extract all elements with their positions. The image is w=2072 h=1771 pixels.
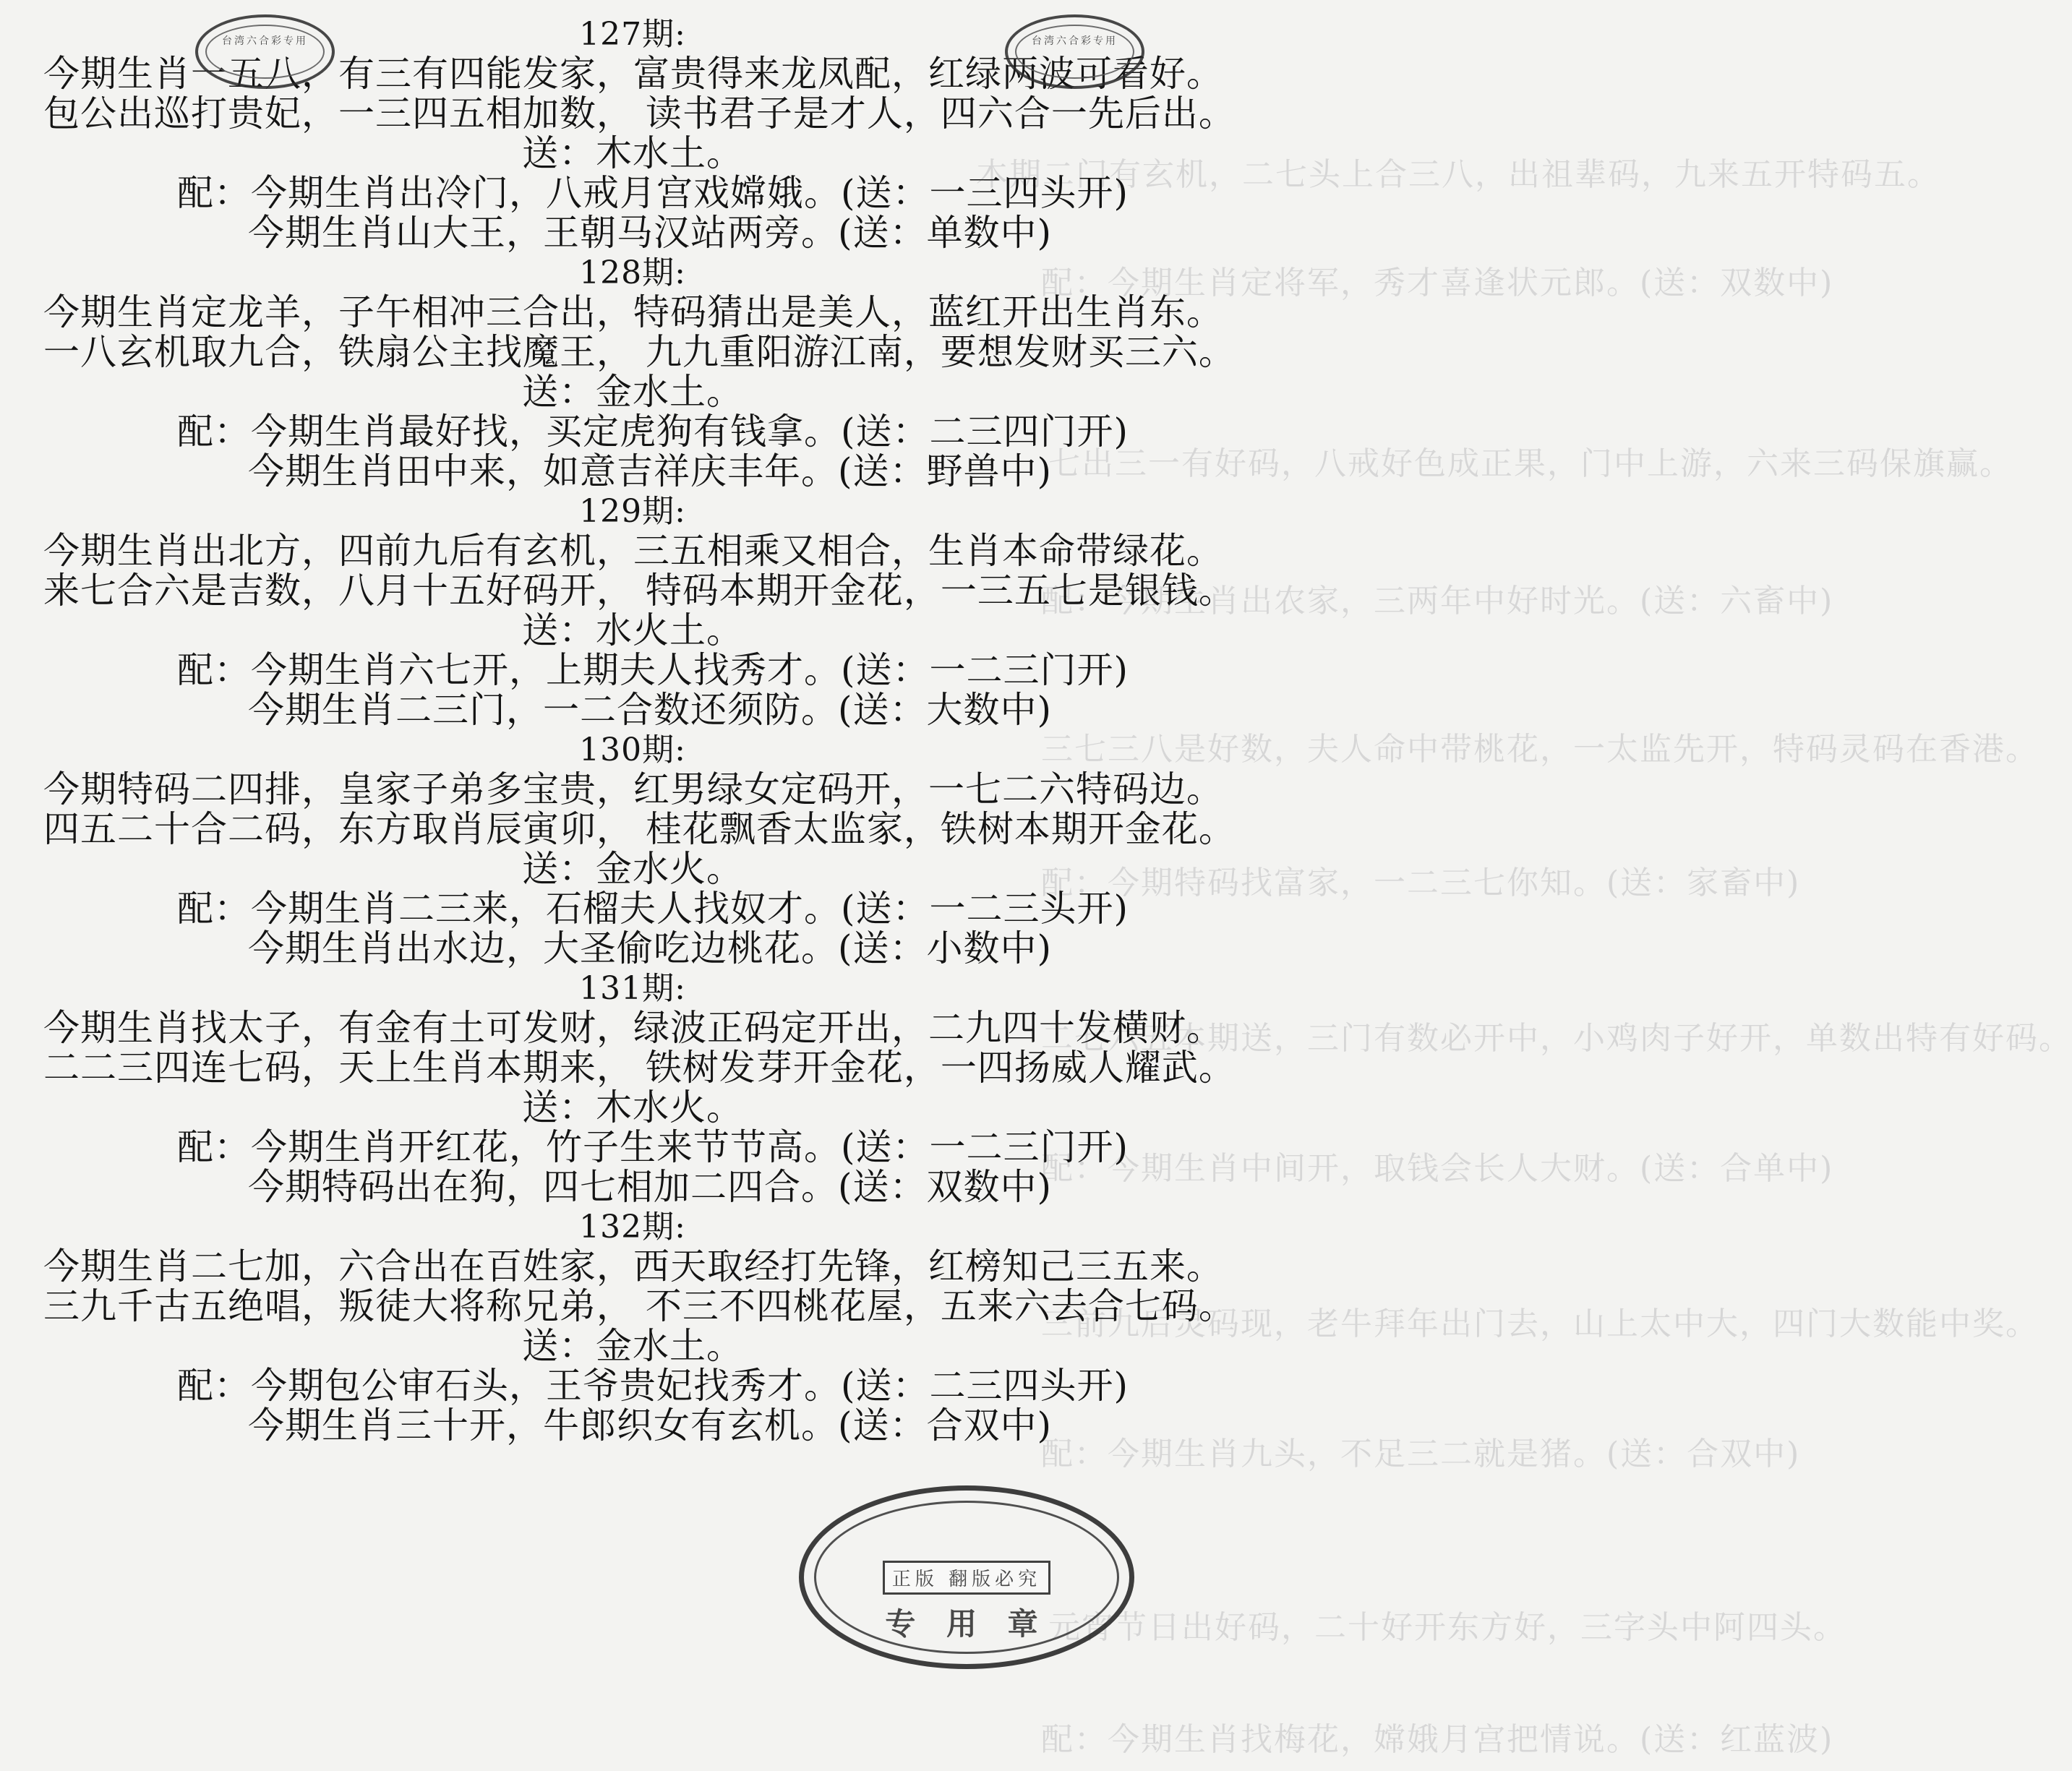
- seal-box-label: 正版 翻版必究: [883, 1561, 1050, 1595]
- issue-block: [43, 253, 1236, 492]
- song-line: 送：木水土。: [522, 132, 743, 174]
- issue-title: 127期:: [579, 16, 686, 53]
- ghost-text-line: 三七三八是好数，夫人命中带桃花，一太监先开，特码灵码在香港。: [1041, 731, 2039, 768]
- ghost-text-line: 配：今期特码找富家，一二三七你知。(送：家畜中): [1041, 865, 1801, 901]
- official-seal-stamp: [799, 1485, 1134, 1669]
- ghost-text-line: 配：今期生肖找梅花，嫦娥月宫把情说。(送：红蓝波): [1041, 1721, 1834, 1758]
- poem-line: 二二三四连七码，天上生肖本期来， 铁树发芽开金花，一四扬威人耀武。: [43, 1047, 1236, 1089]
- poem-line: 今期生肖二七加，六合出在百姓家，西天取经打先锋，红榜知己三五来。: [43, 1245, 1223, 1287]
- ghost-text-line: 二七六五本期送，三门有数必开中，小鸡肉子好开，单数出特有好码。: [1041, 1020, 2072, 1057]
- pei-line: 配：今期生肖开红花，竹子生来节节高。(送：一二三门开): [177, 1126, 1129, 1168]
- issue-block: [43, 1207, 1236, 1446]
- pei-line: 配：今期生肖出冷门，八戒月宫戏嫦娥。(送：一三四头开): [177, 172, 1129, 214]
- issue-title: 129期:: [579, 493, 686, 530]
- song-line: 送：水火土。: [522, 609, 743, 651]
- pei-line: 今期生肖山大王，王朝马汉站两旁。(送：单数中): [248, 212, 1053, 254]
- pei-line: 今期生肖田中来，如意吉祥庆丰年。(送：野兽中): [248, 450, 1053, 492]
- song-line: 送：木水火。: [522, 1086, 743, 1128]
- poem-line: 来七合六是吉数，八月十五好码开， 特码本期开金花，一三五七是银钱。: [43, 570, 1236, 612]
- pei-line: 配：今期生肖二三来，石榴夫人找奴才。(送：一二三头开): [177, 888, 1129, 930]
- song-line: 送：金水火。: [522, 848, 743, 890]
- ghost-text-line: 配：今期生肖九头，不足三二就是猪。(送：合双中): [1041, 1436, 1801, 1472]
- poem-line: 三九千古五绝唱，叛徒大将称兄弟， 不三不四桃花屋，五来六去合七码。: [43, 1285, 1236, 1327]
- ghost-text-line: 本期二门有玄机，二七头上合三八，出祖辈码，九来五开特码五。: [976, 156, 1940, 193]
- ghost-text-line: 配：今期生肖中间开，取钱会长人大财。(送：合单中): [1041, 1150, 1834, 1187]
- song-line: 送：金水土。: [522, 371, 743, 413]
- pei-line: 配：今期生肖最好找，买定虎狗有钱拿。(送：二三四门开): [177, 411, 1129, 453]
- issue-block: [43, 730, 1236, 969]
- pei-line: 今期生肖二三门，一二合数还须防。(送：大数中): [248, 689, 1053, 731]
- seal-stamp-left: [195, 14, 335, 89]
- poem-line: 今期生肖出北方，四前九后有玄机，三五相乘又相合，生肖本命带绿花。: [43, 530, 1223, 572]
- seal-stamp-right-text: 台湾六合彩专用: [1015, 25, 1134, 79]
- ghost-text-line: 配：今期生肖出农家，三两年中好时光。(送：六畜中): [1041, 583, 1834, 619]
- ghost-text-line: 配：今期生肖定将军，秀才喜逢状元郎。(送：双数中): [1041, 265, 1834, 301]
- issue-title: 130期:: [579, 732, 686, 768]
- document-page: [43, 14, 1236, 1757]
- pei-line: 配：今期包公审石头，王爷贵妃找秀才。(送：二三四头开): [177, 1365, 1129, 1407]
- ghost-text-line: 元宵节日出好码，二十好开东方好，三字头中阿四头。: [1048, 1609, 1846, 1646]
- seal-stamp-right: [1005, 14, 1144, 89]
- issue-title: 128期:: [579, 254, 686, 291]
- issue-title: 132期:: [579, 1209, 686, 1245]
- poem-line: 一八玄机取九合，铁扇公主找魔王， 九九重阳游江南，要想发财买三六。: [43, 331, 1236, 373]
- pei-line: 配：今期生肖六七开，上期夫人找秀才。(送：一二三门开): [177, 649, 1129, 691]
- poem-line: 今期生肖定龙羊，子午相冲三合出，特码猜出是美人，蓝红开出生肖东。: [43, 291, 1223, 333]
- pei-line: 今期特码出在狗，四七相加二四合。(送：双数中): [248, 1166, 1053, 1208]
- ghost-text-line: 七出三一有好码，八戒好色成正果，门中上游，六来三码保旗赢。: [1048, 445, 2013, 482]
- pei-line: 今期生肖三十开，牛郎织女有玄机。(送：合双中): [248, 1405, 1053, 1446]
- seal-stamp-left-text: 台湾六合彩专用: [205, 25, 325, 79]
- seal-bottom-label: 专 用 章: [885, 1606, 1048, 1642]
- song-line: 送：金水土。: [522, 1325, 743, 1367]
- poem-line: 今期特码二四排，皇家子弟多宝贵，红男绿女定码开，一七二六特码边。: [43, 768, 1223, 810]
- pei-line: 今期生肖出水边，大圣偷吃边桃花。(送：小数中): [248, 927, 1053, 969]
- issue-block: [43, 969, 1236, 1208]
- ghost-text-line: 三前九后灵码现，老牛拜年出门去，山上太中大，四门大数能中奖。: [1041, 1305, 2039, 1342]
- issue-title: 131期:: [579, 970, 686, 1007]
- issue-block: [43, 492, 1236, 731]
- poem-line: 四五二十合二码，东方取肖辰寅卯， 桂花飘香太监家，铁树本期开金花。: [43, 808, 1236, 850]
- poem-line: 包公出巡打贵妃，一三四五相加数， 读书君子是才人，四六合一先后出。: [43, 93, 1236, 134]
- poem-line: 今期生肖一五八，有三有四能发家，富贵得来龙凤配，红绿两波可看好。: [43, 53, 1223, 95]
- poem-line: 今期生肖找太子，有金有土可发财，绿波正码定开出，二九四十发横财。: [43, 1007, 1223, 1049]
